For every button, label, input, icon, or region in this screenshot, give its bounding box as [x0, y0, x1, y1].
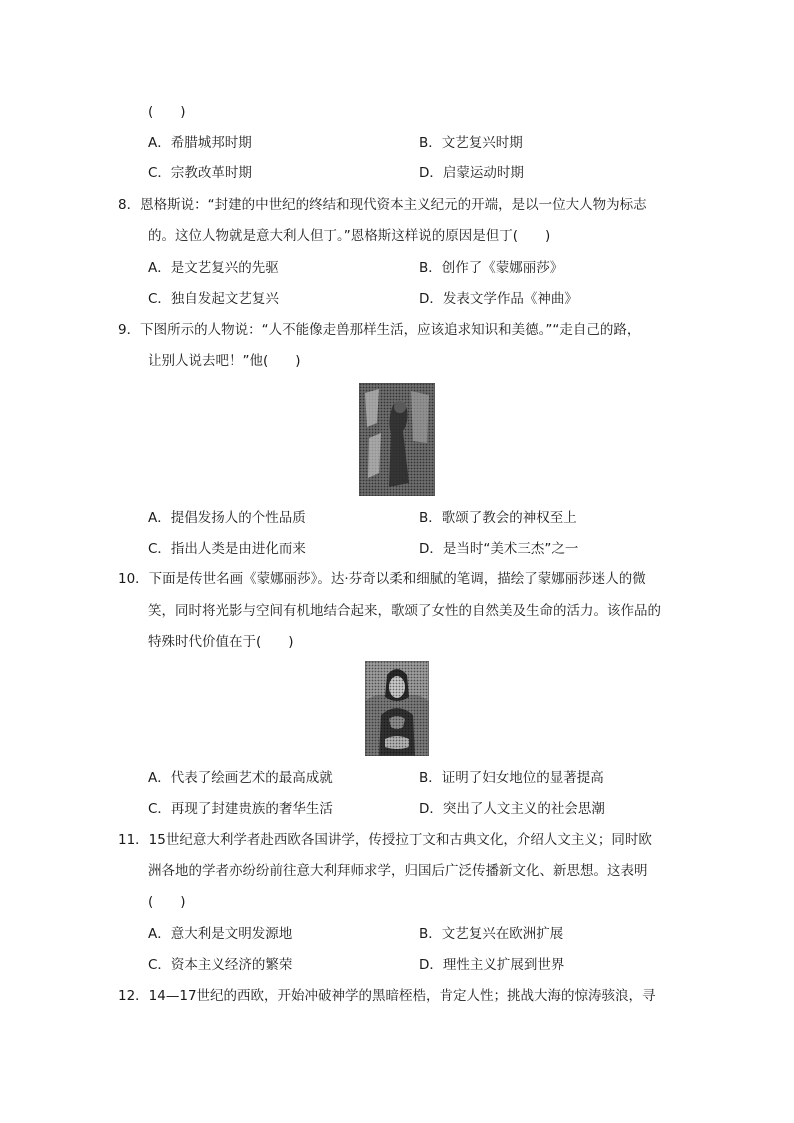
figure-statue-photo	[359, 383, 435, 496]
q10-option-c: C．再现了封建贵族的奢华生活	[148, 801, 333, 817]
q9-option-d: D．是当时“美术三杰”之一	[419, 541, 579, 557]
q11-stem-line2: 洲各地的学者亦纷纷前往意大利拜师求学，归国后广泛传播新文化、新思想。这表明	[148, 863, 648, 879]
q11-stem-line3: ( )	[148, 894, 186, 910]
q11-stem-line1: 11．15世纪意大利学者赴西欧各国讲学，传授拉丁文和古典文化，介绍人文主义；同时欧	[118, 832, 652, 848]
q8-option-d: D．发表文学作品《神曲》	[419, 291, 578, 307]
q7-option-a: A．希腊城邦时期	[148, 135, 252, 151]
q10-stem-line2: 笑，同时将光影与空间有机地结合起来，歌颂了女性的自然美及生命的活力。该作品的	[148, 603, 661, 619]
q10-option-a: A．代表了绘画艺术的最高成就	[148, 770, 333, 786]
q9-option-c: C．指出人类是由进化而来	[148, 541, 306, 557]
q11-option-a: A．意大利是文明发源地	[148, 926, 293, 942]
q7-paren: ( )	[148, 104, 186, 120]
q7-option-d: D．启蒙运动时期	[419, 165, 524, 181]
figure-mona-lisa-painting	[365, 661, 429, 756]
q8-option-b: B．创作了《蒙娜丽莎》	[419, 260, 564, 276]
q7-option-c: C．宗教改革时期	[148, 165, 252, 181]
q8-option-c: C．独自发起文艺复兴	[148, 291, 279, 307]
q10-option-d: D．突出了人文主义的社会思潮	[419, 801, 605, 817]
q10-stem-line3: 特殊时代价值在于( )	[148, 634, 294, 650]
q9-stem-line2: 让别人说去吧！”他( )	[148, 353, 301, 369]
q8-option-a: A．是文艺复兴的先驱	[148, 260, 279, 276]
q9-option-b: B．歌颂了教会的神权至上	[419, 510, 577, 526]
q10-stem-line1: 10．下面是传世名画《蒙娜丽莎》。达·芬奇以柔和细腻的笔调，描绘了蒙娜丽莎迷人的微	[118, 571, 646, 587]
q8-stem-line2: 的。这位人物就是意大利人但丁。”恩格斯这样说的原因是但丁( )	[148, 228, 551, 244]
q10-option-b: B．证明了妇女地位的显著提高	[419, 770, 604, 786]
q11-option-c: C．资本主义经济的繁荣	[148, 957, 293, 973]
q11-option-d: D．理性主义扩展到世界	[419, 957, 565, 973]
q9-option-a: A．提倡发扬人的个性品质	[148, 510, 306, 526]
q12-stem-line1: 12．14—17世纪的西欧，开始冲破神学的黑暗桎梏，肯定人性；挑战大海的惊涛骇浪，寻	[118, 988, 656, 1004]
q9-stem-line1: 9．下图所示的人物说：“人不能像走兽那样生活，应该追求知识和美德。”“走自己的路，	[118, 322, 641, 338]
q7-option-b: B．文艺复兴时期	[419, 135, 523, 151]
q8-stem-line1: 8．恩格斯说：“封建的中世纪的终结和现代资本主义纪元的开端，是以一位大人物为标志	[118, 197, 647, 213]
q11-option-b: B．文艺复兴在欧洲扩展	[419, 926, 564, 942]
